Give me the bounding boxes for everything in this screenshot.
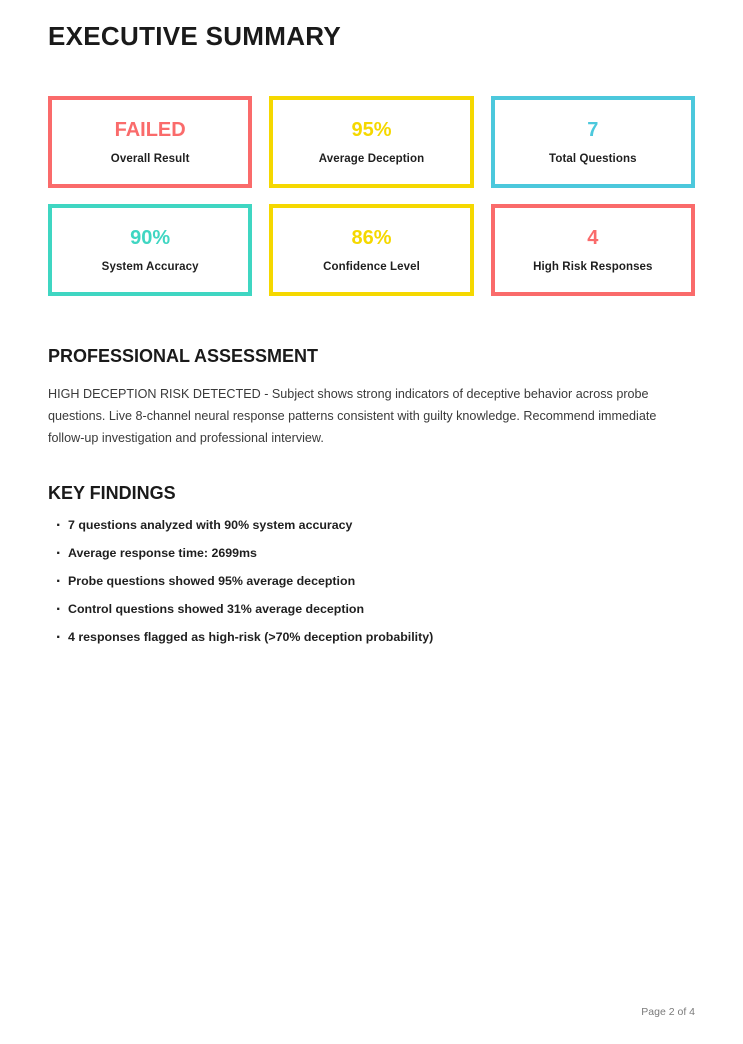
metric-label: High Risk Responses: [533, 261, 653, 273]
metric-card-grid: [48, 96, 695, 296]
metric-value: 4: [587, 227, 599, 249]
list-item: · 4 responses flagged as high-risk (>70% deception probability): [48, 630, 695, 644]
assessment-heading: PROFESSIONAL ASSESSMENT: [48, 346, 319, 366]
page-title: EXECUTIVE SUMMARY: [48, 21, 342, 51]
list-item: · Control questions showed 31% average deception: [48, 602, 695, 616]
metric-label: System Accuracy: [101, 261, 199, 273]
metric-value: 95%: [351, 119, 392, 141]
key-findings-section: [48, 483, 695, 644]
metric-value: 90%: [130, 227, 171, 249]
metric-label: Average Deception: [318, 153, 425, 165]
metric-card: [491, 204, 695, 296]
metric-card: [48, 96, 252, 188]
metric-label: Overall Result: [110, 153, 190, 165]
list-item: · Probe questions showed 95% average deception: [48, 574, 695, 588]
findings-heading: KEY FINDINGS: [48, 483, 176, 504]
list-item: · 7 questions analyzed with 90% system accuracy: [48, 518, 695, 532]
metric-label: Total Questions: [549, 153, 637, 165]
metric-card: [269, 204, 473, 296]
findings-list: [48, 518, 695, 644]
assessment-body: HIGH DECEPTION RISK DETECTED - Subject shows strong indicators of deceptive behavior across probe questions. Live 8-channel neural response patterns consistent with guilty knowledge. Recommend immediate follow-up investigation and professional interview.: [48, 387, 657, 446]
metric-card: [491, 96, 695, 188]
page-footer: Page 2 of 4: [641, 1006, 695, 1018]
metric-label: Confidence Level: [323, 261, 420, 273]
list-item: · Average response time: 2699ms: [48, 546, 695, 560]
metric-value: 86%: [351, 227, 392, 249]
metric-value: FAILED: [114, 119, 186, 141]
metric-value: 7: [587, 119, 599, 141]
professional-assessment-section: [48, 346, 695, 449]
metric-card: [48, 204, 252, 296]
metric-card: [269, 96, 473, 188]
